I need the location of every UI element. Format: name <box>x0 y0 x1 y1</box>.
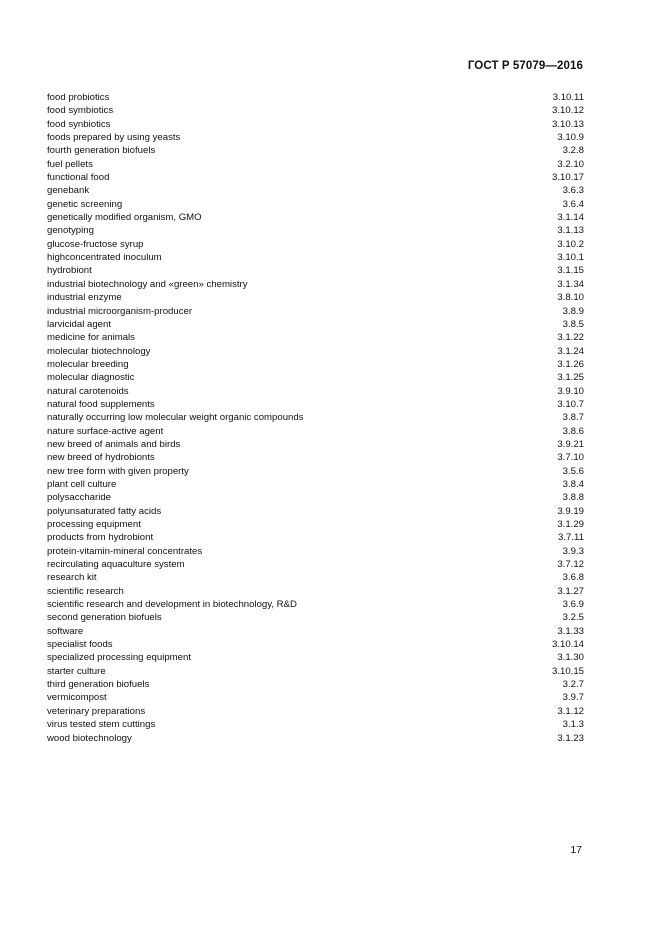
index-reference: 3.10.14 <box>551 639 584 651</box>
index-entry <box>47 651 584 664</box>
index-reference: 3.9.3 <box>562 545 584 557</box>
index-term: genotyping <box>47 225 94 237</box>
index-reference: 3.5.6 <box>562 465 584 477</box>
index-reference: 3.8.4 <box>562 478 584 490</box>
index-entry <box>47 705 584 718</box>
index-reference: 3.6.9 <box>562 599 584 611</box>
index-entry <box>47 104 584 117</box>
index-entry <box>47 198 584 211</box>
index-reference: 3.1.23 <box>557 732 584 744</box>
index-term: nature surface-active agent <box>47 425 164 437</box>
index-reference: 3.10.12 <box>551 105 584 117</box>
index-reference: 3.1.12 <box>557 705 584 717</box>
index-term: wood biotechnology <box>47 732 132 744</box>
term-index-list <box>47 91 584 745</box>
index-term: third generation biofuels <box>47 679 150 691</box>
index-reference: 3.1.13 <box>557 225 584 237</box>
index-reference: 3.10.7 <box>557 398 584 410</box>
index-reference: 3.10.1 <box>557 252 584 264</box>
index-entry <box>47 478 584 491</box>
index-reference: 3.7.11 <box>558 532 584 544</box>
index-entry <box>47 385 584 398</box>
index-reference: 3.10.15 <box>551 665 584 677</box>
index-term: recirculating aquaculture system <box>47 559 185 571</box>
index-entry <box>47 465 584 478</box>
index-reference: 3.9.19 <box>557 505 584 517</box>
index-entry <box>47 131 584 144</box>
index-reference: 3.6.8 <box>562 572 584 584</box>
index-reference: 3.8.6 <box>562 425 584 437</box>
index-reference: 3.2.10 <box>557 158 584 170</box>
index-term: second generation biofuels <box>47 612 162 624</box>
index-term: plant cell culture <box>47 478 117 490</box>
index-reference: 3.1.24 <box>557 345 584 357</box>
index-reference: 3.2.8 <box>562 145 584 157</box>
index-entry <box>47 91 584 104</box>
index-term: polysaccharide <box>47 492 111 504</box>
index-entry <box>47 278 584 291</box>
index-entry <box>47 545 584 558</box>
index-reference: 3.10.11 <box>552 92 584 103</box>
index-term: scientific research and development in biotechnology, R&D <box>47 599 297 611</box>
index-term: food probiotics <box>47 92 110 103</box>
index-entry <box>47 224 584 237</box>
index-entry <box>47 718 584 731</box>
index-reference: 3.1.30 <box>557 652 584 664</box>
index-term: industrial biotechnology and «green» chemistry <box>47 278 248 290</box>
index-reference: 3.2.7 <box>562 679 584 691</box>
index-entry <box>47 358 584 371</box>
index-entry <box>47 491 584 504</box>
index-entry <box>47 611 584 624</box>
index-entry <box>47 184 584 197</box>
index-term: glucose-fructose syrup <box>47 238 144 250</box>
index-reference: 3.7.12 <box>557 559 584 571</box>
index-reference: 3.1.34 <box>557 278 584 290</box>
index-reference: 3.10.17 <box>551 172 584 184</box>
index-entry <box>47 264 584 277</box>
index-reference: 3.6.3 <box>562 185 584 197</box>
index-term: functional food <box>47 172 110 184</box>
index-term: industrial enzyme <box>47 292 122 304</box>
index-entry <box>47 691 584 704</box>
index-entry <box>47 598 584 611</box>
index-reference: 3.10.2 <box>557 238 584 250</box>
index-entry <box>47 251 584 264</box>
index-reference: 3.8.8 <box>562 492 584 504</box>
index-term: starter culture <box>47 665 106 677</box>
index-entry <box>47 585 584 598</box>
index-reference: 3.1.27 <box>557 585 584 597</box>
index-term: highconcentrated inoculum <box>47 252 162 264</box>
index-entry <box>47 558 584 571</box>
index-term: protein-vitamin-mineral concentrates <box>47 545 203 557</box>
index-term: larvicidal agent <box>47 318 111 330</box>
index-term: natural food supplements <box>47 398 155 410</box>
index-reference: 3.7.10 <box>557 452 584 464</box>
index-term: naturally occurring low molecular weight organic compounds <box>47 412 304 424</box>
index-term: veterinary preparations <box>47 705 146 717</box>
index-entry <box>47 118 584 131</box>
index-entry <box>47 345 584 358</box>
index-term: fuel pellets <box>47 158 93 170</box>
index-entry <box>47 171 584 184</box>
index-entry <box>47 531 584 544</box>
index-term: products from hydrobiont <box>47 532 154 544</box>
index-term: new breed of hydrobionts <box>47 452 155 464</box>
index-reference: 3.1.15 <box>557 265 584 277</box>
index-term: processing equipment <box>47 519 141 530</box>
index-term: new tree form with given property <box>47 465 189 477</box>
index-entry <box>47 678 584 691</box>
index-entry <box>47 638 584 651</box>
index-entry <box>47 398 584 411</box>
index-term: fourth generation biofuels <box>47 145 156 157</box>
index-entry <box>47 331 584 344</box>
index-entry <box>47 571 584 584</box>
index-term: molecular diagnostic <box>47 372 135 384</box>
index-term: hydrobiont <box>47 265 92 277</box>
index-entry <box>47 518 584 531</box>
index-entry <box>47 411 584 424</box>
index-entry <box>47 238 584 251</box>
index-term: molecular biotechnology <box>47 345 151 357</box>
index-reference: 3.8.5 <box>562 318 584 330</box>
index-term: new breed of animals and birds <box>47 438 181 450</box>
index-term: food synbiotics <box>47 118 111 130</box>
index-reference: 3.9.21 <box>557 438 584 450</box>
index-entry <box>47 144 584 157</box>
index-term: virus tested stem cuttings <box>47 719 156 731</box>
index-term: genetic screening <box>47 198 123 210</box>
index-entry <box>47 291 584 304</box>
index-term: scientific research <box>47 585 124 597</box>
index-term: foods prepared by using yeasts <box>47 132 181 144</box>
index-entry <box>47 158 584 171</box>
index-reference: 3.1.29 <box>557 519 584 530</box>
page-header-standard-id: ГОСТ Р 57079—2016 <box>467 60 583 72</box>
index-reference: 3.6.4 <box>562 198 584 210</box>
index-term: vermicompost <box>47 692 107 704</box>
index-reference: 3.9.7 <box>562 692 584 704</box>
index-reference: 3.1.26 <box>557 358 584 370</box>
index-reference: 3.9.10 <box>557 385 584 397</box>
page-number: 17 <box>570 844 582 856</box>
index-term: medicine for animals <box>47 332 135 344</box>
index-reference: 3.10.13 <box>551 118 584 130</box>
index-entry <box>47 625 584 638</box>
index-entry <box>47 371 584 384</box>
index-reference: 3.1.33 <box>557 625 584 637</box>
index-entry <box>47 505 584 518</box>
index-term: research kit <box>47 572 97 584</box>
index-reference: 3.1.14 <box>557 212 584 224</box>
index-reference: 3.1.3 <box>562 719 584 731</box>
index-entry <box>47 305 584 318</box>
index-reference: 3.2.5 <box>562 612 584 624</box>
index-entry <box>47 318 584 331</box>
index-reference: 3.8.9 <box>562 305 584 317</box>
index-term: food symbiotics <box>47 105 114 117</box>
index-reference: 3.10.9 <box>557 132 584 144</box>
index-term: specialist foods <box>47 639 113 651</box>
index-reference: 3.8.7 <box>562 412 584 424</box>
index-entry <box>47 732 584 745</box>
index-entry <box>47 665 584 678</box>
index-term: software <box>47 625 84 637</box>
index-reference: 3.1.22 <box>557 332 584 344</box>
index-term: industrial microorganism-producer <box>47 305 193 317</box>
index-term: polyunsaturated fatty acids <box>47 505 162 517</box>
index-entry <box>47 438 584 451</box>
index-term: genebank <box>47 185 90 197</box>
index-term: natural carotenoids <box>47 385 129 397</box>
index-reference: 3.1.25 <box>557 372 584 384</box>
index-term: genetically modified organism, GMO <box>47 212 202 224</box>
index-entry <box>47 425 584 438</box>
index-term: specialized processing equipment <box>47 652 191 664</box>
index-entry <box>47 211 584 224</box>
index-term: molecular breeding <box>47 358 129 370</box>
index-entry <box>47 451 584 464</box>
index-reference: 3.8.10 <box>557 292 584 304</box>
